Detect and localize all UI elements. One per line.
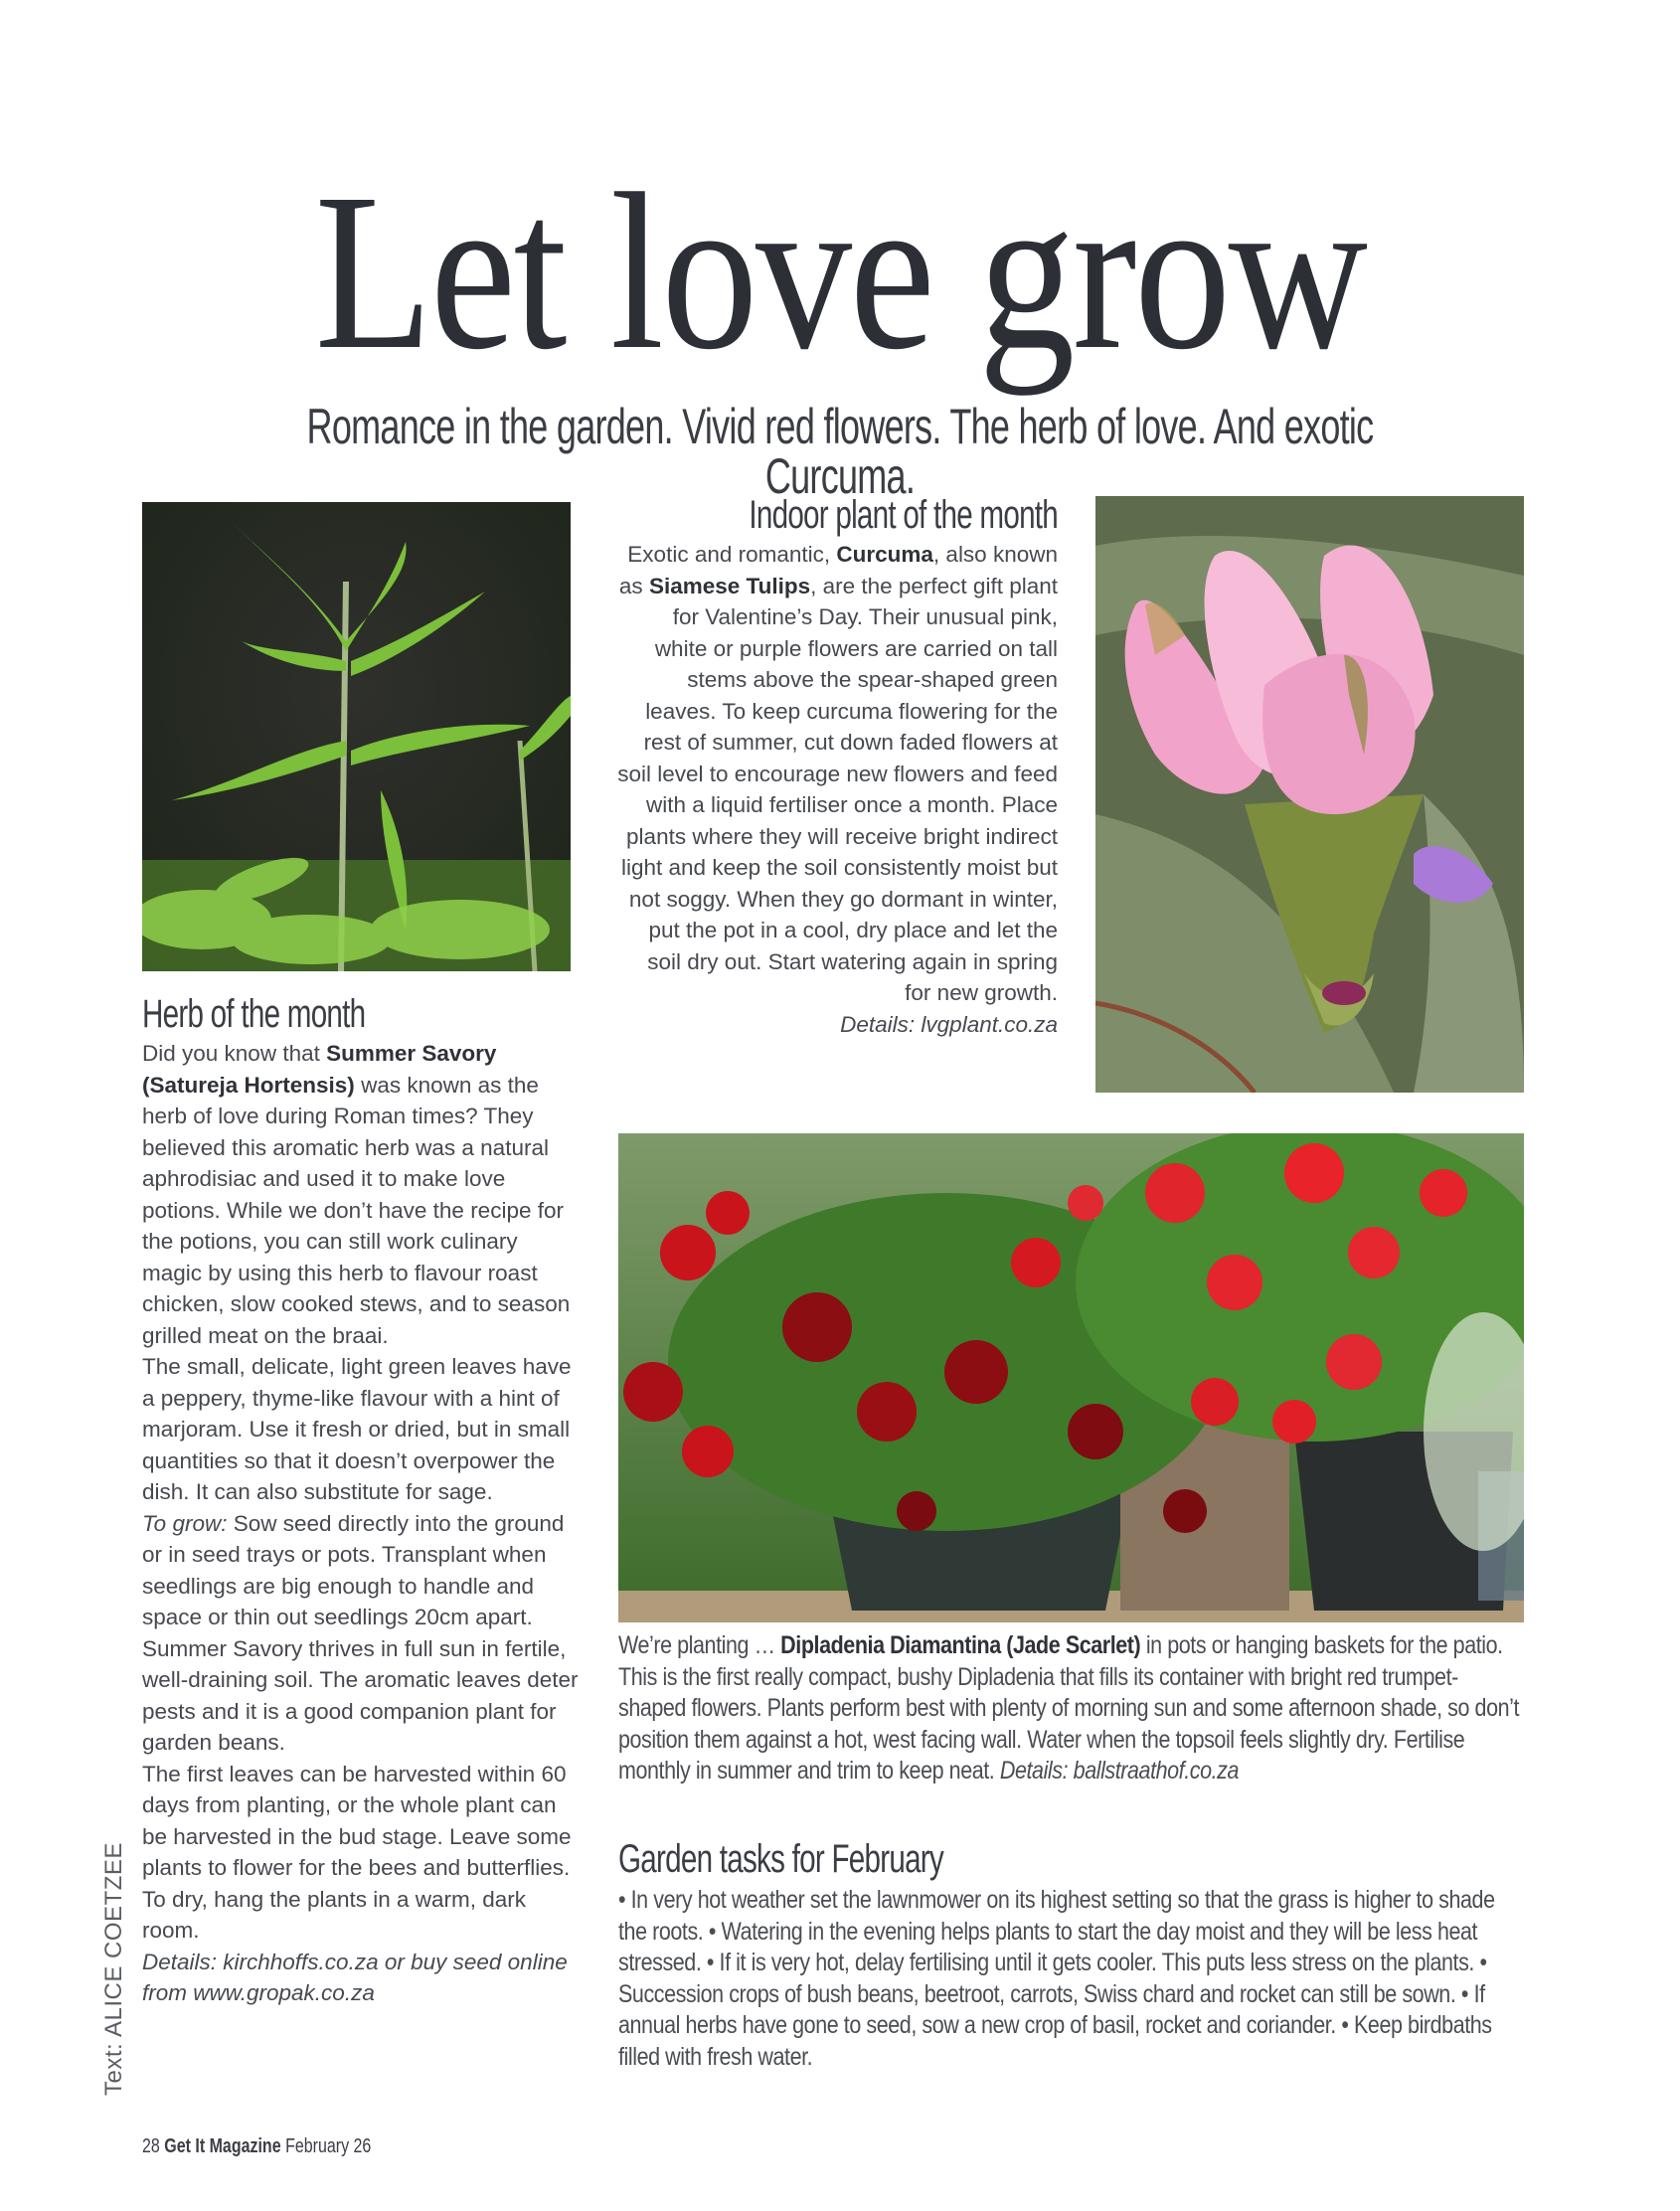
page-subtitle: Romance in the garden. Vivid red flowers. The herb of love. And exotic Curcuma.	[306, 399, 1374, 504]
curcuma-name: Curcuma	[836, 542, 933, 567]
issue-date: February 26	[285, 2135, 372, 2157]
herb-paragraph-3: To grow: Sow seed directly into the ground or in seed trays or pots. Transplant when seedlings are big enough to handle and space or thin out seedlings 20cm apart. Summer Savory thrives in full sun in fertile, well-draining soil. The aromatic leaves deter pests and it is a good companion plant for garden beans.	[142, 1510, 579, 1755]
magazine-name: Get It Magazine	[164, 2135, 281, 2157]
herb-paragraph-1: Did you know that Summer Savory (Satureja Hortensis) was known as the herb of love during Roman times? They believed this aromatic herb was a natural aphrodisiac and used it to make love potions. While we don’t have the recipe for the potions, you can still work culinary magic by using this herb to flavour roast chicken, slow cooked stews, and to season grilled meat on the braai.	[142, 1041, 571, 1348]
indoor-heading: Indoor plant of the month	[749, 493, 1058, 537]
planting-details: Details: ballstraathof.co.za	[999, 1757, 1239, 1785]
indoor-section	[616, 495, 1058, 1040]
tasks-section	[618, 1839, 1667, 2073]
page-footer	[142, 2135, 371, 2158]
herb-paragraph-2: The small, delicate, light green leaves have a peppery, thyme-like flavour with a hint of marjoram. Use it fresh or dried, but in small quantities so that it doesn’t overpower the dish. It can also substitute for sage.	[142, 1354, 572, 1504]
page-number: 28	[142, 2135, 160, 2157]
herb-paragraph-4: The first leaves can be harvested within 60 days from planting, or the whole plant can be harvested in the bud stage. Leave some plants to flower for the bees and butterflies. To dry, hang the plants in a warm, dark room.	[142, 1761, 572, 1943]
herb-section	[142, 994, 580, 2009]
dipladenia-photo	[618, 1133, 1524, 1622]
curcuma-photo	[1095, 496, 1524, 1093]
to-grow-label: To grow:	[142, 1510, 228, 1536]
herb-photo	[142, 502, 571, 971]
siamese-tulips-name: Siamese Tulips	[648, 573, 811, 598]
indoor-details: Details: lvgplant.co.za	[840, 1011, 1058, 1037]
page-title: Let love grow	[314, 147, 1366, 396]
planting-section	[618, 1630, 1667, 1787]
indoor-paragraph: Exotic and romantic, Curcuma, also known as Siamese Tulips, are the perfect gift plant for Valentine’s Day. Their unusual pink, white or purple flowers are carried on tall stems above the spear-shaped green leaves. To keep curcuma flowering for the rest of summer, cut down faded flowers at soil level to encourage new flowers and feed with a liquid fertiliser once a month. Place plants where they will receive bright indirect light and keep the soil consistently moist but not soggy. When they go dormant in winter, put the pot in a cool, dry place and let the soil dry out. Start watering again in spring for new growth.	[617, 542, 1058, 1005]
tasks-paragraph: • In very hot weather set the lawnmower on its highest setting so that the grass is higher to shade the roots. • Watering in the evening helps plants to start the day moist and they will be less heat stressed. • If it is very hot, delay fertilising until it gets cooler. This puts less stress on the plants. • Succession crops of bush beans, beetroot, carrots, Swiss chard and rocket can still be sown. • If annual herbs have gone to seed, sow a new crop of basil, rocket and coriander. • Keep birdbaths filled with fresh water.	[618, 1886, 1495, 2071]
planting-paragraph: We’re planting … Dipladenia Diamantina (Jade Scarlet) in pots or hanging baskets for the patio. This is the first really compact, bushy Dipladenia that fills its container with bright red trumpet-shaped flowers. Plants perform best with plenty of morning sun and some afternoon shade, so don’t position them against a hot, west facing wall. Water when the topsoil feels slightly dry. Fertilise monthly in summer and trim to keep neat. Details: ballstraathof.co.za	[618, 1631, 1520, 1785]
herb-details: Details: kirchhoffs.co.za or buy seed online from www.gropak.co.za	[142, 1949, 568, 2005]
herb-name: Summer Savory (Satureja Hortensis)	[142, 1041, 497, 1098]
author-credit: Text: ALICE COETZEE	[100, 1842, 127, 2096]
tasks-heading: Garden tasks for February	[618, 1837, 943, 1881]
dipladenia-name: Dipladenia Diamantina (Jade Scarlet)	[780, 1631, 1141, 1659]
herb-heading: Herb of the month	[142, 992, 366, 1036]
